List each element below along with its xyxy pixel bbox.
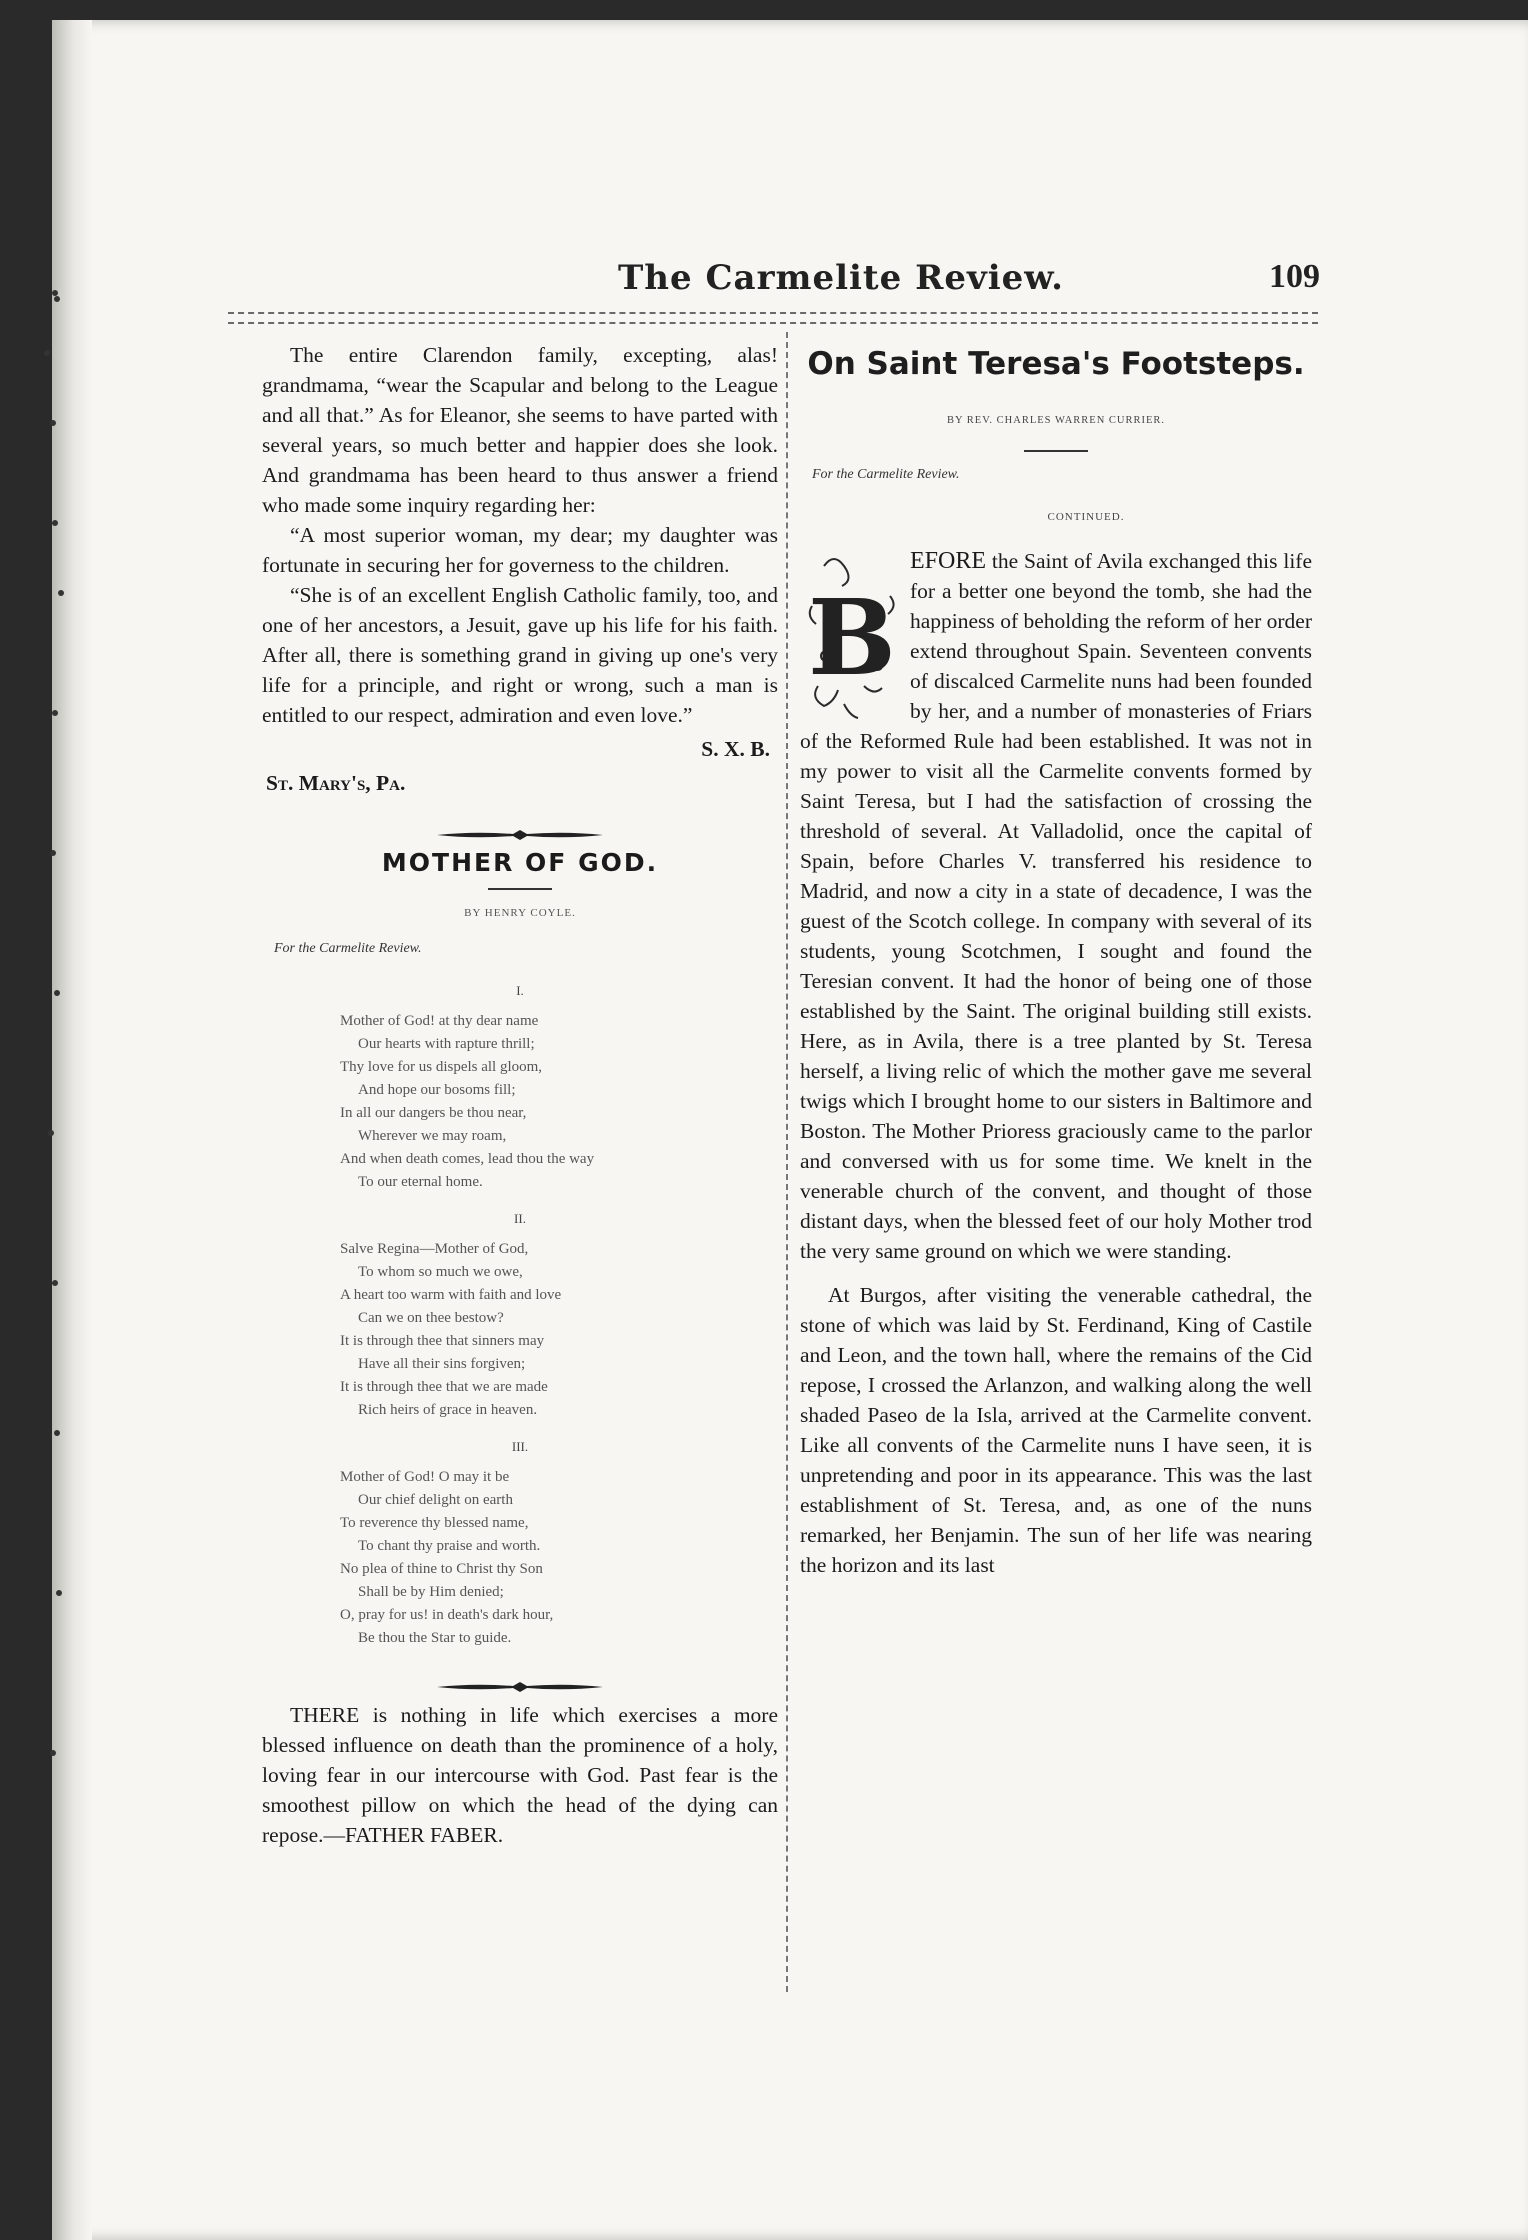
poem-line: Have all their sins forgiven; [358,1356,526,1372]
poem-line: To whom so much we owe, [358,1264,523,1280]
poem-for-line: For the Carmelite Review. [274,941,422,956]
poem-line: Wherever we may roam, [358,1128,507,1144]
page-number: 109 [1269,258,1320,295]
poem-line: Our chief delight on earth [358,1492,513,1508]
ornamental-drop-cap [804,546,900,726]
poem-line: A heart too warm with faith and love [340,1287,562,1303]
stanza-number: II. [514,1211,526,1226]
poem-line: To chant thy praise and worth. [358,1538,541,1554]
faber-quote: THERE is nothing in life which exercises a more blessed influence on death than the prominence of a holy, loving fear in our intercourse with God. Past fear is the smoothest pillow on which the head of the dying can repose.—FATHER FABER. [262,1703,778,1847]
poem-line: O, pray for us! in death's dark hour, [340,1607,554,1623]
continued-label: CONTINUED. [1047,511,1125,523]
poem-line: To reverence thy blessed name, [340,1515,529,1531]
poem-line: Salve Regina—Mother of God, [340,1241,529,1257]
running-header [590,258,1330,308]
ornament-divider [262,820,778,834]
first-paragraph-text: the Saint of Avila exchanged this life for a better one beyond the tomb, she had the happiness of beholding the reform of her order extend throughout Spain. Seventeen convents of discalced Carmelite nuns had been founded by her, and a number of monasteries of Friars of the Reformed Rule had been established. It was not in my power to visit all the Carmelite convents formed by Saint Teresa, but I had the satisfaction of crossing the threshold of several. At Valladolid, once the capital of Spain, before Charles V. transferred his residence to Madrid, and now a city in a state of decadence, I was the guest of the Scotch college. In company with several of its students, young Scotchmen, I sought and found the Teresian convent. It had the honor of being one of those established by the Saint. The original building still exists. Here, as in Avila, there is a tree planted by St. Teresa herself, a living relic of which the mother gave me several twigs which I brought home to our sisters in Baltimore and Boston. The Mother Prioress graciously came to the parlor and conversed with us for some time. We knelt in the venerable church of the convent, and thought of those distant days, when the blessed feet of our holy Mother trod the very same ground on which we were standing. [800,549,1312,1263]
poem-line: It is through thee that sinners may [340,1333,545,1349]
ornament-divider [262,1672,778,1686]
column-divider [786,332,788,1992]
poem-line: And when death comes, lead thou the way [340,1151,595,1167]
stanza-number: III. [511,1439,529,1454]
left-column [262,340,778,1850]
title-rule [1024,450,1088,452]
poem-line: Our hearts with rapture thrill; [358,1036,535,1052]
poem-line: To our eternal home. [358,1174,483,1190]
poem-stanza [262,1204,778,1422]
article-title: On Saint Teresa's Footsteps. [807,346,1305,382]
poem-line: It is through thee that we are made [340,1379,548,1395]
lead-word: EFORE [910,548,987,574]
header-rule [228,312,1318,324]
margin-specks [22,290,52,1890]
poem-line: In all our dangers be thou near, [340,1105,527,1121]
poem-title: MOTHER OF GOD. [381,848,659,877]
article-byline: BY REV. CHARLES WARREN CURRIER. [946,415,1166,426]
story-paragraph: “A most superior woman, my dear; my daughter was fortunate in securing her for governess to the children. [262,523,778,577]
story-paragraph: The entire Clarendon family, excepting, alas! grandmama, “wear the Scapular and belong to the League and all that.” As for Eleanor, she seems to have parted with several years, so much better and happier does she look. And grandmama has been heard to thus answer a friend who made some inquiry regarding her: [262,343,778,517]
binding-spine [52,20,92,2240]
poem-line: Rich heirs of grace in heaven. [358,1402,538,1418]
poem-line: Thy love for us dispels all gloom, [340,1059,543,1075]
story-place: St. Mary's, Pa. [266,771,406,795]
article-for-line: For the Carmelite Review. [812,467,960,482]
poem-line: Can we on thee bestow? [358,1310,504,1326]
right-column [800,340,1312,1580]
poem-line: Mother of God! at thy dear name [340,1013,539,1029]
poem-line: No plea of thine to Christ thy Son [340,1561,543,1577]
poem-line: Shall be by Him denied; [358,1584,504,1600]
poem-byline: BY HENRY COYLE. [464,907,576,919]
poem-stanza [262,1432,778,1650]
story-paragraph: “She is of an excellent English Catholic family, too, and one of her ancestors, a Jesuit, gave up his life for his faith. After all, there is something grand in giving up one's very life for a principle, and right or wrong, such a man is entitled to our respect, admiration and even love.” [262,583,778,727]
poem-line: Mother of God! O may it be [340,1469,510,1485]
title-rule [488,888,552,890]
stanza-number: I. [516,983,524,998]
poem-line: And hope our bosoms fill; [358,1082,516,1098]
poem-stanza [262,976,778,1194]
article-paragraph [800,546,1312,1266]
article-paragraph: At Burgos, after visiting the venerable cathedral, the stone of which was laid by St. Ferdinand, King of Castile and Leon, and the town hall, where the remains of the Cid repose, I crossed the Arlanzon, and walking along the well shaded Paseo de la Isla, arrived at the Carmelite convent. Like all convents of the Carmelite nuns I have seen, it is unpretending and poor in its appearance. This was the last establishment of St. Teresa, and, as one of the nuns remarked, her Benjamin. The sun of her life was nearing the horizon and its last [800,1283,1312,1577]
drop-cap-letter: B [808,576,896,699]
poem-line: Be thou the Star to guide. [358,1630,512,1646]
journal-title: The Carmelite Review. [618,258,1064,298]
story-signature: S. X. B. [701,737,770,761]
